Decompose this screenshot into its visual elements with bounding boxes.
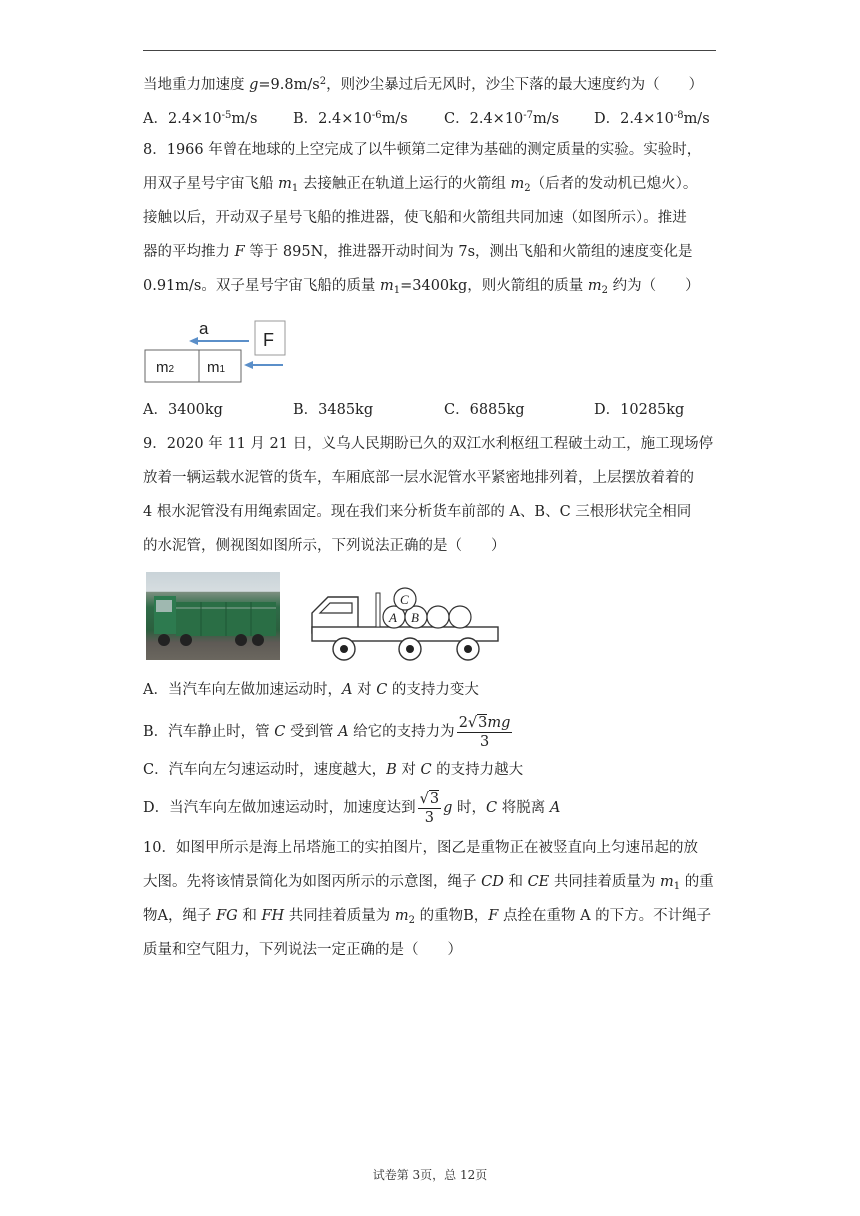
fraction-sqrt3-over-3: $\frac{√3}{3}$	[419, 790, 440, 826]
pipe-lower-3	[427, 606, 449, 628]
bed-post	[376, 593, 380, 627]
q9-line-4: 的水泥管，侧视图如图所示，下列说法正确的是（ ）	[143, 538, 506, 554]
q9-option-c: C．汽车向左匀速运动时，速度越大，B 对 C 的支持力越大	[143, 762, 524, 778]
force-arrowhead	[244, 361, 253, 369]
q9-line-1: 9．2020 年 11 月 21 日，义乌人民期盼已久的双江水利枢纽工程破土动工，施工现场停	[143, 436, 714, 452]
q9-option-d: D．当汽车向左做加速运动时，加速度达到 $\frac{√3}{3}$ g 时，C 将脱离 A	[143, 790, 561, 826]
block-m1-label: m1	[207, 359, 226, 376]
force-label: F	[263, 330, 274, 350]
q7-option-c: C．$2.4\times 10^{-7}m/s$	[444, 110, 560, 127]
truck-diagram	[308, 583, 500, 663]
q7-option-a: A．$2.4\times 10^{-5}m/s$	[143, 110, 258, 127]
header-rule	[143, 50, 716, 51]
q10-line-3: 物A，绳子 FG 和 FH 共同挂着质量为 $m_2$ 的重物B，F 点拴在重物 A 的下方。不计绳子	[143, 908, 712, 926]
q7-option-d: D．$2.4\times 10^{-8}m/s$	[594, 110, 710, 127]
block-m2-label: m2	[156, 359, 175, 376]
fraction-2sqrt3mg-over-3: $\frac{2√3mg}{3}$	[458, 714, 511, 750]
truck-photo	[146, 572, 280, 660]
q9-option-a: A．当汽车向左做加速运动时，A 对 C 的支持力变大	[143, 682, 479, 698]
pipe-lower-4	[449, 606, 471, 628]
q7-continuation: 当地重力加速度 $g=9.8m/s^2$，则沙尘暴过后无风时，沙尘下落的最大速度约为（ ）	[143, 76, 704, 93]
q8-line-5: 0.91m/s。双子星号宇宙飞船的质量 $m_1=3400kg$，则火箭组的质量 $m_2$ 约为（ ）	[143, 278, 700, 296]
q8-line-1: 8．1966 年曾在地球的上空完成了以牛顿第二定律为基础的测定质量的实验。实验时，	[143, 142, 702, 158]
q10-line-1: 10．如图甲所示是海上吊塔施工的实拍图片，图乙是重物正在被竖直向上匀速吊起的放	[143, 840, 698, 856]
q10-line-4: 质量和空气阻力，下列说法一定正确的是（ ）	[143, 942, 462, 958]
pipe-a-label: A	[389, 610, 397, 625]
q8-option-b: B．3485kg	[293, 402, 374, 418]
q8-option-c: C．6885kg	[444, 402, 525, 418]
q8-line-2: 用双子星号宇宙飞船 $m_1$ 去接触正在轨道上运行的火箭组 $m_2$（后者的发动机已熄火）。	[143, 176, 698, 194]
q8-option-d: D．10285kg	[594, 402, 685, 418]
q8-option-a: A．3400kg	[143, 402, 223, 418]
accel-label: a	[199, 319, 209, 338]
q8-line-3: 接触以后，开动双子星号飞船的推进器，使飞船和火箭组共同加速（如图所示）。推进	[143, 210, 687, 226]
q9-line-3: 4 根水泥管没有用绳索固定。现在我们来分析货车前部的 A、B、C 三根形状完全相同	[143, 504, 692, 520]
q9-option-b: B．汽车静止时，管 C 受到管 A 给它的支持力为 $\frac{2√3mg}{3}$	[143, 714, 511, 750]
q8-line-4: 器的平均推力 F 等于 895N，推进器开动时间为 7s，测出飞船和火箭组的速度变化是	[143, 244, 693, 260]
q8-figure	[143, 313, 288, 385]
pipe-c-label: C	[400, 592, 409, 607]
q10-line-2: 大图。先将该情景简化为如图丙所示的示意图，绳子 CD 和 CE 共同挂着质量为 $m_1$ 的重	[143, 874, 714, 892]
q9-line-2: 放着一辆运载水泥管的货车，车厢底部一层水泥管水平紧密地排列着，上层摆放着着的	[143, 470, 694, 486]
accel-arrowhead	[189, 337, 198, 345]
q7-option-b: B．$2.4\times 10^{-6}m/s$	[293, 110, 408, 127]
pipe-b-label: B	[411, 610, 419, 625]
page-footer: 试卷第 3页，总 12页	[372, 1168, 488, 1182]
